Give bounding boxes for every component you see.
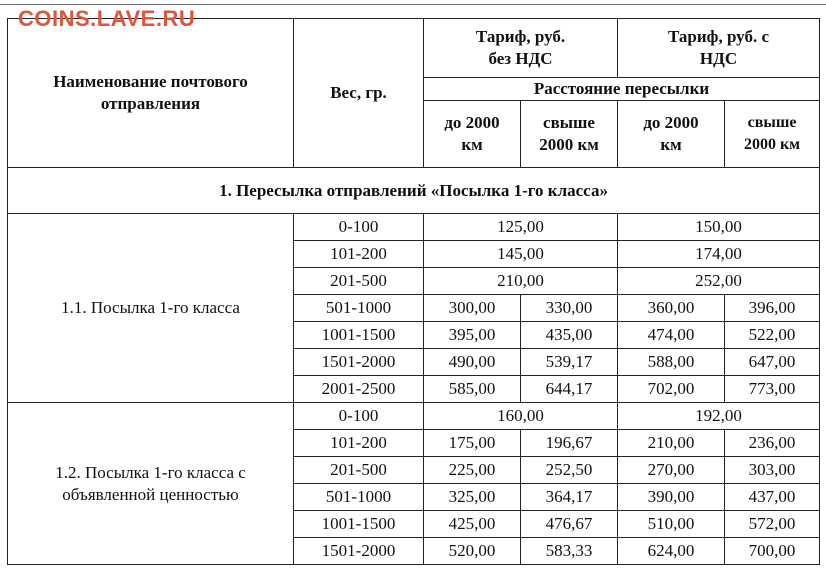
section-title: 1. Пересылка отправлений «Посылка 1-го класса» <box>8 168 820 214</box>
tariff-no-vat-cell: 145,00 <box>424 241 618 268</box>
weight-cell: 0-100 <box>294 214 424 241</box>
upto-vat-cell: 588,00 <box>618 349 725 376</box>
weight-cell: 501-1000 <box>294 295 424 322</box>
over-no-vat-cell: 539,17 <box>521 349 618 376</box>
weight-cell: 201-500 <box>294 457 424 484</box>
tariff-vat-cell: 150,00 <box>618 214 820 241</box>
over-no-vat-cell: 252,50 <box>521 457 618 484</box>
header-upto-vat: до 2000 км <box>618 101 725 168</box>
group-label-1-1: 1.1. Посылка 1-го класса <box>8 214 294 403</box>
upto-vat-cell: 210,00 <box>618 430 725 457</box>
tariff-no-vat-cell: 125,00 <box>424 214 618 241</box>
group-label-1-2: 1.2. Посылка 1-го класса с объявленной ценностью <box>8 403 294 565</box>
weight-cell: 101-200 <box>294 241 424 268</box>
upto-vat-cell: 702,00 <box>618 376 725 403</box>
weight-cell: 2001-2500 <box>294 376 424 403</box>
over-vat-cell: 700,00 <box>725 538 820 565</box>
header-over-vat: свыше 2000 км <box>725 101 820 168</box>
over-no-vat-cell: 364,17 <box>521 484 618 511</box>
over-no-vat-cell: 476,67 <box>521 511 618 538</box>
over-vat-cell: 303,00 <box>725 457 820 484</box>
upto-no-vat-cell: 225,00 <box>424 457 521 484</box>
upto-vat-cell: 510,00 <box>618 511 725 538</box>
upto-vat-cell: 390,00 <box>618 484 725 511</box>
tariff-no-vat-cell: 210,00 <box>424 268 618 295</box>
weight-cell: 101-200 <box>294 430 424 457</box>
over-vat-cell: 572,00 <box>725 511 820 538</box>
over-vat-cell: 773,00 <box>725 376 820 403</box>
section-row <box>8 168 820 214</box>
over-vat-cell: 396,00 <box>725 295 820 322</box>
over-no-vat-cell: 583,33 <box>521 538 618 565</box>
tariff-no-vat-cell: 160,00 <box>424 403 618 430</box>
upto-no-vat-cell: 425,00 <box>424 511 521 538</box>
upto-vat-cell: 624,00 <box>618 538 725 565</box>
over-vat-cell: 236,00 <box>725 430 820 457</box>
header-over-no-vat: свыше 2000 км <box>521 101 618 168</box>
upto-no-vat-cell: 325,00 <box>424 484 521 511</box>
tariff-vat-cell: 192,00 <box>618 403 820 430</box>
upto-no-vat-cell: 520,00 <box>424 538 521 565</box>
over-no-vat-cell: 644,17 <box>521 376 618 403</box>
tariff-vat-cell: 174,00 <box>618 241 820 268</box>
over-vat-cell: 647,00 <box>725 349 820 376</box>
header-weight: Вес, гр. <box>294 19 424 168</box>
upto-no-vat-cell: 585,00 <box>424 376 521 403</box>
over-vat-cell: 522,00 <box>725 322 820 349</box>
weight-cell: 1501-2000 <box>294 349 424 376</box>
upto-no-vat-cell: 300,00 <box>424 295 521 322</box>
tariff-vat-cell: 252,00 <box>618 268 820 295</box>
weight-cell: 1001-1500 <box>294 511 424 538</box>
header-upto-no-vat: до 2000 км <box>424 101 521 168</box>
upto-vat-cell: 360,00 <box>618 295 725 322</box>
header-distance: Расстояние пересылки <box>424 78 820 101</box>
weight-cell: 201-500 <box>294 268 424 295</box>
over-no-vat-cell: 196,67 <box>521 430 618 457</box>
upto-vat-cell: 474,00 <box>618 322 725 349</box>
weight-cell: 501-1000 <box>294 484 424 511</box>
window-top-border <box>0 4 826 5</box>
header-tariff-vat: Тариф, руб. с НДС <box>618 19 820 78</box>
header-tariff-no-vat: Тариф, руб. без НДС <box>424 19 618 78</box>
weight-cell: 1501-2000 <box>294 538 424 565</box>
upto-no-vat-cell: 395,00 <box>424 322 521 349</box>
over-no-vat-cell: 330,00 <box>521 295 618 322</box>
over-vat-cell: 437,00 <box>725 484 820 511</box>
over-no-vat-cell: 435,00 <box>521 322 618 349</box>
watermark: COINS.LAVE.RU <box>18 6 196 31</box>
upto-no-vat-cell: 490,00 <box>424 349 521 376</box>
upto-vat-cell: 270,00 <box>618 457 725 484</box>
tariff-table <box>7 18 820 565</box>
weight-cell: 1001-1500 <box>294 322 424 349</box>
table-row <box>8 403 820 430</box>
upto-no-vat-cell: 175,00 <box>424 430 521 457</box>
weight-cell: 0-100 <box>294 403 424 430</box>
table-row <box>8 214 820 241</box>
header-name: Наименование почтового отправления <box>8 19 294 168</box>
